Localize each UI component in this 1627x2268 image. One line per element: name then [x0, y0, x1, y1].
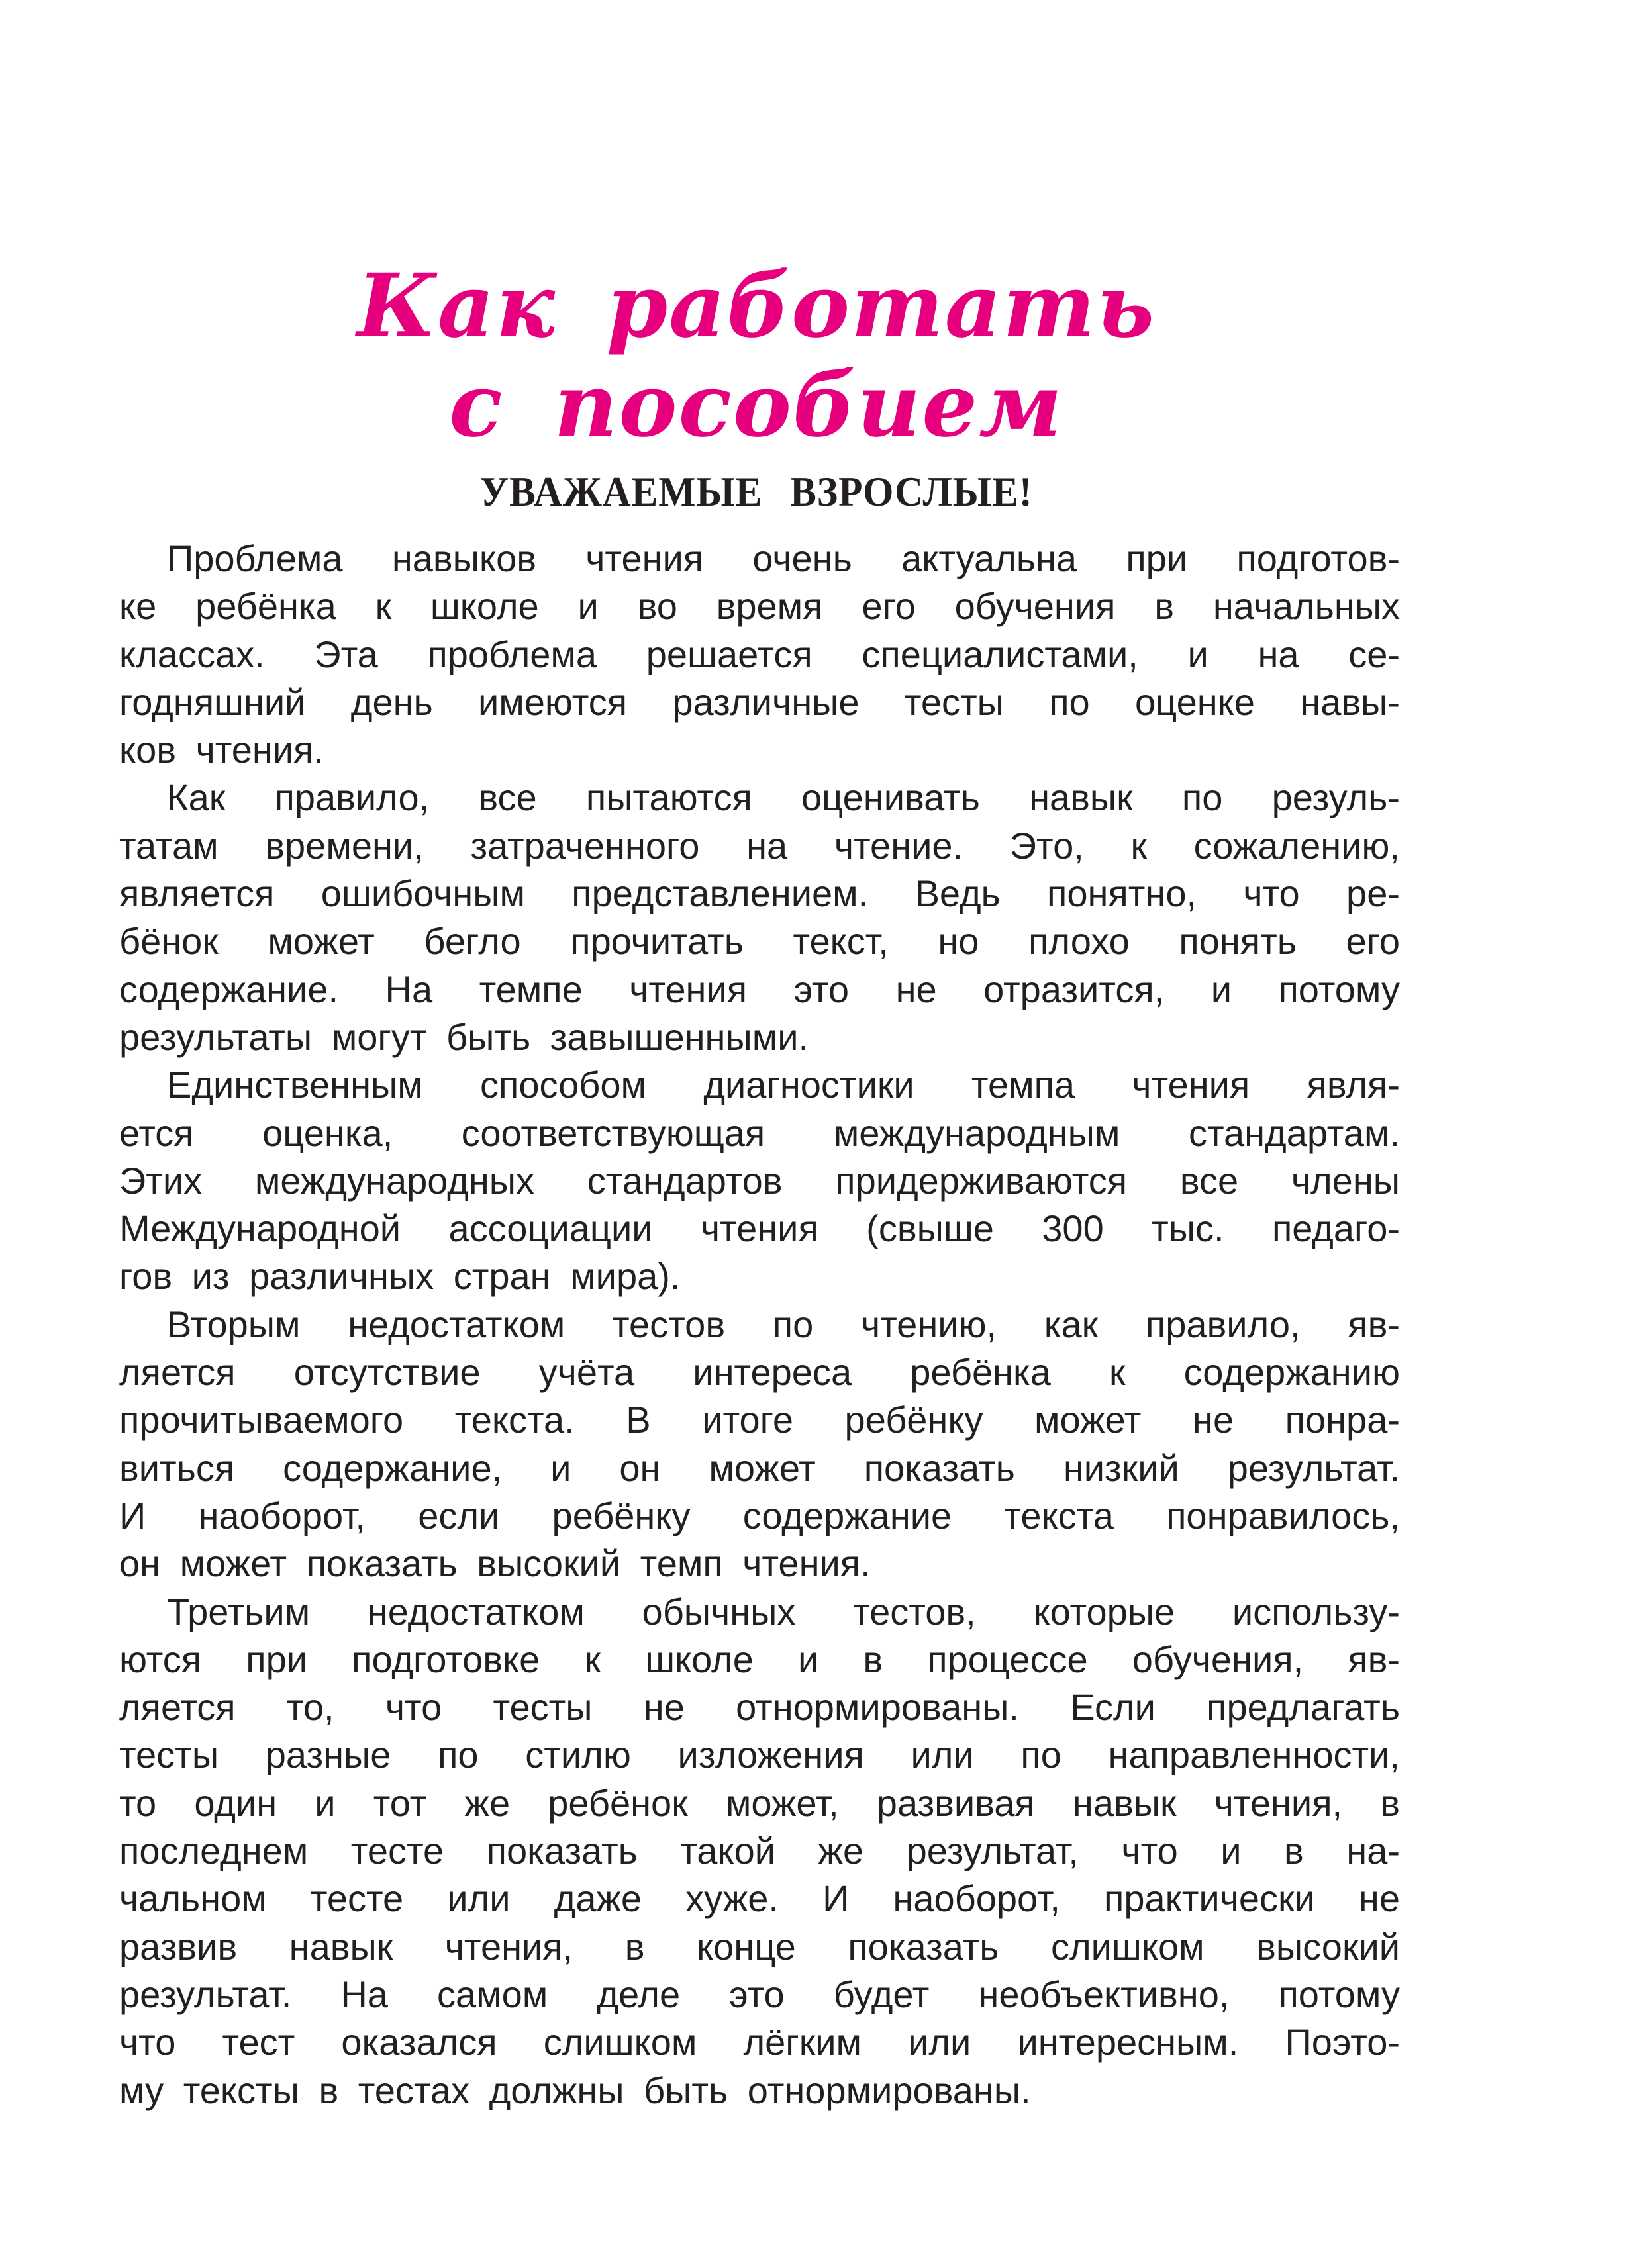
text-line: развив навык чтения, в конце показать слишком высокий — [119, 1925, 1400, 1967]
text-line: он может показать высокий темп чтения. — [119, 1542, 871, 1585]
text-line: последнем тесте показать такой же результат, что и в на- — [119, 1830, 1400, 1872]
text-line: результат. На самом деле это будет необъективно, потому — [119, 1973, 1400, 2015]
section-heading: УВАЖАЕМЫЕ ВЗРОСЛЫЕ! — [479, 468, 1033, 516]
paragraph-4 — [119, 1301, 1400, 1588]
text-line: виться содержание, и он может показать низкий результат. — [119, 1446, 1400, 1489]
text-line: является ошибочным представлением. Ведь понятно, что ре- — [119, 873, 1400, 915]
text-line: Как правило, все пытаются оценивать навык по резуль- — [167, 777, 1400, 819]
paragraph-3 — [119, 1061, 1400, 1300]
text-line: классах. Эта проблема решается специалистами, и на се- — [119, 633, 1400, 675]
text-line: му тексты в тестах должны быть отнормированы. — [119, 2069, 1031, 2111]
paragraph-1 — [119, 535, 1400, 774]
paragraph-2 — [119, 774, 1400, 1061]
text-line: прочитываемого текста. В итоге ребёнку может не понра- — [119, 1399, 1400, 1441]
title-line-2: с пособием — [449, 354, 1063, 457]
text-line: содержание. На темпе чтения это не отразится, и потому — [119, 968, 1400, 1010]
paragraph-5 — [119, 1588, 1400, 2114]
text-line: И наоборот, если ребёнку содержание текста понравилось, — [119, 1494, 1400, 1536]
text-line: Этих международных стандартов придерживаются все члены — [119, 1159, 1400, 1202]
page-title — [0, 257, 1512, 455]
text-line: чальном тесте или даже хуже. И наоборот, практически не — [119, 1877, 1400, 1920]
text-line: бёнок может бегло прочитать текст, но плохо понять его — [119, 920, 1400, 963]
text-line: то один и тот же ребёнок может, развивая навык чтения, в — [119, 1781, 1400, 1824]
text-line: Вторым недостатком тестов по чтению, как правило, яв- — [167, 1303, 1400, 1345]
text-line: Третьим недостатком обычных тестов, которые использу- — [167, 1590, 1400, 1632]
text-line: ляется отсутствие учёта интереса ребёнка к содержанию — [119, 1351, 1400, 1394]
body-text — [119, 535, 1400, 2114]
text-line: Проблема навыков чтения очень актуальна при подготов- — [167, 538, 1400, 579]
text-line: ляется то, что тесты не отнормированы. Если предлагать — [119, 1686, 1400, 1728]
text-line: Единственным способом диагностики темпа чтения явля- — [167, 1064, 1400, 1106]
text-line: тесты разные по стилю изложения или по направленности, — [119, 1734, 1400, 1776]
text-line: ются при подготовке к школе и в процессе обучения, яв- — [119, 1638, 1400, 1680]
text-line: что тест оказался слишком лёгким или интересным. Поэто- — [119, 2021, 1400, 2063]
text-line: татам времени, затраченного на чтение. Это, к сожалению, — [119, 824, 1400, 867]
text-line: гов из различных стран мира). — [119, 1255, 681, 1298]
text-line: годняшний день имеются различные тесты по оценке навы- — [119, 681, 1400, 723]
text-line: ке ребёнка к школе и во время его обучения в начальных — [119, 585, 1400, 628]
text-line: Международной ассоциации чтения (свыше 300 тыс. педаго- — [119, 1207, 1400, 1250]
text-line: ков чтения. — [119, 729, 324, 771]
text-line: результаты могут быть завышенными. — [119, 1016, 809, 1058]
text-line: ется оценка, соответствующая международным стандартам. — [119, 1111, 1400, 1154]
title-line-1: Как работать — [356, 255, 1156, 358]
